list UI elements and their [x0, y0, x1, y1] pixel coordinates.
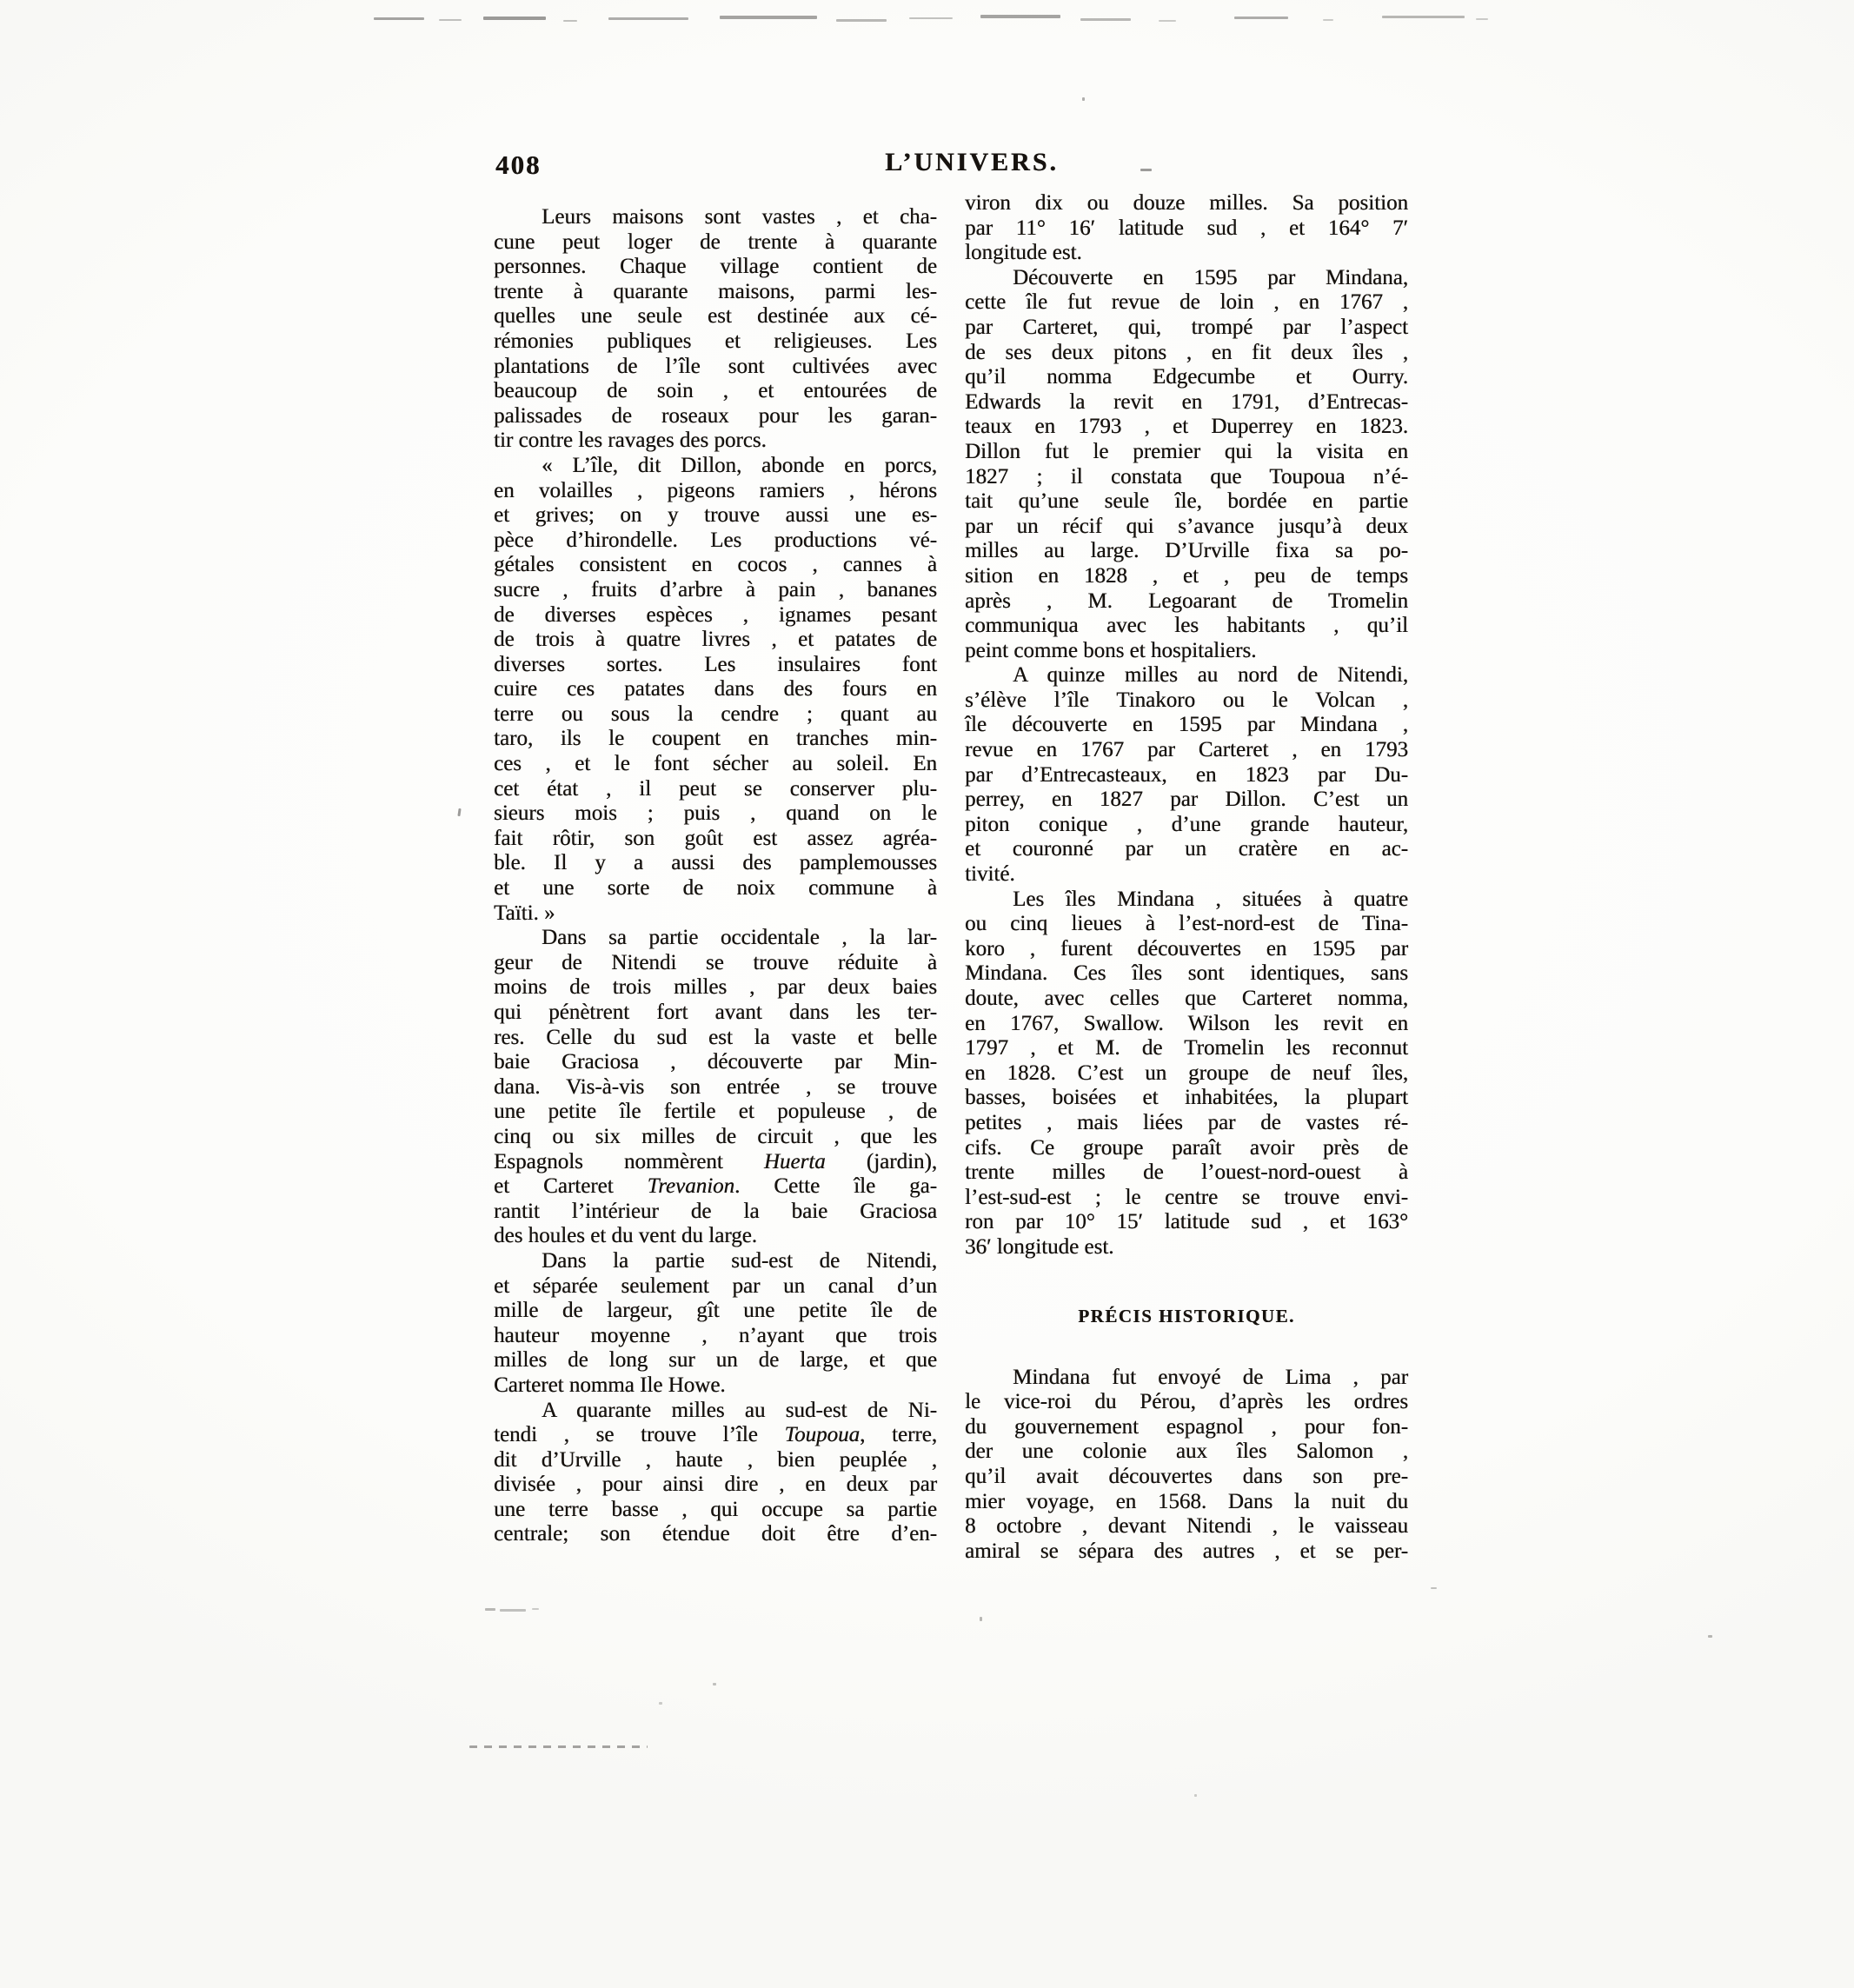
text-line: par 11° 16′ latitude sud , et 164° 7′	[965, 216, 1408, 240]
paragraph	[965, 663, 1408, 887]
scan-artifact	[439, 19, 462, 21]
text-line: dit d’Urville , haute , bien peuplée ,	[494, 1447, 937, 1472]
text-line: cune peut loger de trente à quarante	[494, 229, 937, 254]
text-line: res. Celle du sud est la vaste et belle	[494, 1025, 937, 1049]
paragraph	[965, 191, 1408, 266]
scan-artifact	[1382, 16, 1465, 18]
scan-artifact	[1234, 17, 1288, 19]
text-line: et Carteret Trevanion. Cette île ga-	[494, 1174, 937, 1199]
text-line: gétales consistent en cocos , cannes à	[494, 553, 937, 577]
text-line: Espagnols nommèrent Huerta (jardin),	[494, 1149, 937, 1174]
text-line: par un récif qui s’avance jusqu’à deux	[965, 514, 1408, 538]
paragraph	[965, 1366, 1408, 1565]
text-line: fait rôtir, son goût est assez agréa-	[494, 826, 937, 850]
text-line: mille de largeur, gît une petite île de	[494, 1299, 937, 1323]
scan-artifact	[720, 16, 817, 19]
text-line: diverses sortes. Les insulaires font	[494, 652, 937, 676]
text-line: revue en 1767 par Carteret , en 1793	[965, 738, 1408, 762]
text-line: en 1828. C’est un groupe de neuf îles,	[965, 1060, 1408, 1085]
scan-artifact	[1082, 97, 1085, 101]
scan-artifact	[1476, 18, 1488, 20]
text-line: tendi , se trouve l’île Toupoua, terre,	[494, 1423, 937, 1447]
text-line: quelles une seule est destinée aux cé-	[494, 304, 937, 329]
scan-artifact	[483, 17, 546, 20]
text-line: communiqua avec les habitants , qu’il	[965, 614, 1408, 638]
text-line: Mindana. Ces îles sont identiques, sans	[965, 961, 1408, 986]
section-heading: PRÉCIS HISTORIQUE.	[1078, 1305, 1295, 1326]
text-line: rantit l’intérieur de la baie Graciosa	[494, 1199, 937, 1223]
text-line: palissades de roseaux pour les garan-	[494, 403, 937, 428]
text-line: ron par 10° 15′ latitude sud , et 163°	[965, 1210, 1408, 1234]
text-line: moins de trois milles , par deux baies	[494, 975, 937, 1000]
paragraph	[494, 1399, 937, 1548]
scan-artifact	[1194, 1794, 1197, 1797]
text-line: le vice-roi du Pérou, d’après les ordres	[965, 1390, 1408, 1414]
text-line: Dans la partie sud-est de Nitendi,	[542, 1248, 937, 1273]
text-line: l’est-sud-est ; le centre se trouve envi-	[965, 1185, 1408, 1209]
text-line: plantations de l’île sont cultivées avec	[494, 354, 937, 378]
scan-artifact	[1431, 1587, 1437, 1589]
text-line: cet état , il peut se conserver plu-	[494, 776, 937, 801]
text-column-right	[965, 191, 1408, 1564]
paragraph	[965, 266, 1408, 664]
text-line: de diverses espèces , ignames pesant	[494, 602, 937, 627]
text-line: hauteur moyenne , n’ayant que trois	[494, 1323, 937, 1347]
text-line: ces , et le font sécher au soleil. En	[494, 752, 937, 776]
text-line: tir contre les ravages des porcs.	[494, 429, 767, 453]
text-line: A quinze milles au nord de Nitendi,	[1013, 663, 1408, 688]
text-line: cifs. Ce groupe paraît avoir près de	[965, 1135, 1408, 1160]
text-line: tivité.	[965, 862, 1015, 887]
text-line: cinq ou six milles de circuit , que les	[494, 1124, 937, 1148]
scan-artifact	[1708, 1635, 1712, 1638]
text-line: sucre , fruits d’arbre à pain , bananes	[494, 577, 937, 602]
paragraph	[494, 454, 937, 926]
scan-artifact	[608, 17, 688, 20]
text-line: rémonies publiques et religieuses. Les	[494, 329, 937, 353]
text-line: peint comme bons et hospitaliers.	[965, 638, 1257, 662]
text-line: divisée , pour ainsi dire , en deux par	[494, 1473, 937, 1497]
paragraph	[494, 926, 937, 1249]
scan-artifact	[1323, 19, 1333, 21]
scan-artifact	[836, 19, 887, 22]
scan-artifact	[500, 1609, 526, 1612]
text-line: teaux en 1793 , et Duperrey en 1823.	[965, 415, 1408, 439]
scan-artifact	[532, 1608, 539, 1610]
text-line: qui pénètrent fort avant dans les ter-	[494, 1001, 937, 1024]
text-line: Leurs maisons sont vastes , et cha-	[542, 205, 937, 229]
text-line: et grives; on y trouve aussi une es-	[494, 503, 937, 528]
scan-artifact	[909, 17, 953, 19]
text-line: beaucoup de soin , et entourées de	[494, 379, 937, 403]
text-line: une petite île fertile et populeuse , de	[494, 1100, 937, 1124]
text-line: en 1767, Swallow. Wilson les revit en	[965, 1011, 1408, 1035]
text-line: milles au large. D’Urville fixa sa po-	[965, 539, 1408, 563]
text-line: par Carteret, qui, trompé par l’aspect	[965, 315, 1408, 339]
text-line: île découverte en 1595 par Mindana ,	[965, 713, 1408, 737]
text-column-left	[494, 205, 937, 1564]
text-line: der une colonie aux îles Salomon ,	[965, 1439, 1408, 1464]
text-line: de trois à quatre livres , et patates de	[494, 628, 937, 652]
text-line: sition en 1828 , et , peu de temps	[965, 563, 1408, 588]
text-line: geur de Nitendi se trouve réduite à	[494, 950, 937, 974]
scan-artifact	[485, 1608, 495, 1611]
text-line: trente milles de l’ouest-nord-ouest à	[965, 1160, 1408, 1185]
text-line: Mindana fut envoyé de Lima , par	[1013, 1365, 1408, 1389]
text-line: Taïti. »	[494, 901, 555, 925]
scan-artifact	[374, 17, 424, 20]
text-line: et séparée seulement par un canal d’un	[494, 1273, 937, 1298]
text-line: centrale; son étendue doit être d’en-	[494, 1522, 937, 1546]
text-line: tait qu’une seule île, bordée en partie	[965, 489, 1408, 514]
page-number: 408	[495, 150, 542, 180]
text-line: mier voyage, en 1568. Dans la nuit du	[965, 1489, 1408, 1513]
text-line: personnes. Chaque village contient de	[494, 255, 937, 279]
text-line: cuire ces patates dans des fours en	[494, 677, 937, 701]
text-line: terre ou sous la cendre ; quant au	[494, 701, 937, 726]
text-line: petites , mais liées par de vastes ré-	[965, 1110, 1408, 1134]
text-line: koro , furent découvertes en 1595 par	[965, 936, 1408, 961]
text-line: milles de long sur un de large, et que	[494, 1348, 937, 1373]
text-line: cette île fut revue de loin , en 1767 ,	[965, 290, 1408, 315]
scan-artifact	[980, 1617, 982, 1621]
text-line: ou cinq lieues à l’est-nord-est de Tina-	[965, 912, 1408, 936]
text-line: et une sorte de noix commune à	[494, 876, 937, 901]
paragraph	[965, 888, 1408, 1260]
text-line: du gouvernement espagnol , pour fon-	[965, 1414, 1408, 1439]
text-line: sieurs mois ; puis , quand on le	[494, 801, 937, 826]
text-line: Les îles Mindana , situées à quatre	[1013, 887, 1408, 911]
text-line: après , M. Legoarant de Tromelin	[965, 588, 1408, 613]
text-line: qu’il avait découvertes dans son pre-	[965, 1464, 1408, 1488]
text-line: baie Graciosa , découverte par Min-	[494, 1050, 937, 1074]
text-line: perrey, en 1827 par Dillon. C’est un	[965, 788, 1408, 812]
text-line: longitude est.	[965, 241, 1082, 265]
scan-artifact	[1140, 169, 1152, 171]
text-line: doute, avec celles que Carteret nomma,	[965, 987, 1408, 1010]
text-line: basses, boisées et inhabitées, la plupart	[965, 1086, 1408, 1110]
text-line: 36′ longitude est.	[965, 1234, 1114, 1259]
scan-artifact	[1080, 18, 1131, 21]
text-line: par d’Entrecasteaux, en 1823 par Du-	[965, 762, 1408, 787]
text-line: dana. Vis-à-vis son entrée , se trouve	[494, 1074, 937, 1099]
text-line: Edwards la revit en 1791, d’Entrecas-	[965, 389, 1408, 414]
text-line: piton conique , d’une grande hauteur,	[965, 812, 1408, 836]
paragraph	[494, 1249, 937, 1399]
text-line: amiral se sépara des autres , et se per-	[965, 1539, 1408, 1563]
text-line: de ses deux pitons , en fit deux îles ,	[965, 340, 1408, 364]
text-line: une terre basse , qui occupe sa partie	[494, 1497, 937, 1521]
page-header	[494, 146, 1408, 186]
running-title: L’UNIVERS.	[885, 148, 1059, 176]
text-line: qu’il nomma Edgecumbe et Ourry.	[965, 365, 1408, 389]
text-line: ble. Il y a aussi des pamplemousses	[494, 851, 937, 875]
text-line: pèce d’hirondelle. Les productions vé-	[494, 528, 937, 552]
text-body	[494, 191, 1408, 1564]
scan-artifact	[713, 1683, 716, 1685]
text-line: s’élève l’île Tinakoro ou le Volcan ,	[965, 688, 1408, 712]
text-line: taro, ils le coupent en tranches min-	[494, 727, 937, 751]
text-line: « L’île, dit Dillon, abonde en porcs,	[542, 453, 937, 477]
text-line: en volailles , pigeons ramiers , hérons	[494, 478, 937, 502]
text-line: A quarante milles au sud-est de Ni-	[542, 1398, 937, 1422]
scan-artifact	[980, 15, 1060, 18]
scan-artifact	[563, 20, 577, 22]
scan-artifact	[1159, 20, 1176, 22]
scan-artifact	[469, 1745, 648, 1748]
text-line: trente à quarante maisons, parmi les-	[494, 279, 937, 303]
text-line: viron dix ou douze milles. Sa position	[965, 191, 1408, 215]
scan-artifact	[457, 808, 461, 816]
text-line: 8 octobre , devant Nitendi , le vaisseau	[965, 1514, 1408, 1539]
text-line: Dillon fut le premier qui la visita en	[965, 439, 1408, 463]
text-line: et couronné par un cratère en ac-	[965, 837, 1408, 861]
text-line: Découverte en 1595 par Mindana,	[1013, 265, 1408, 289]
text-line: Dans sa partie occidentale , la lar-	[542, 926, 937, 950]
text-line: des houles et du vent du large.	[494, 1224, 757, 1248]
text-line: 1827 ; il constata que Toupoua n’é-	[965, 464, 1408, 489]
text-line: 1797 , et M. de Tromelin les reconnut	[965, 1036, 1408, 1060]
text-line: Carteret nomma Ile Howe.	[494, 1373, 726, 1397]
paragraph	[494, 205, 937, 454]
scan-artifact	[659, 1702, 662, 1705]
